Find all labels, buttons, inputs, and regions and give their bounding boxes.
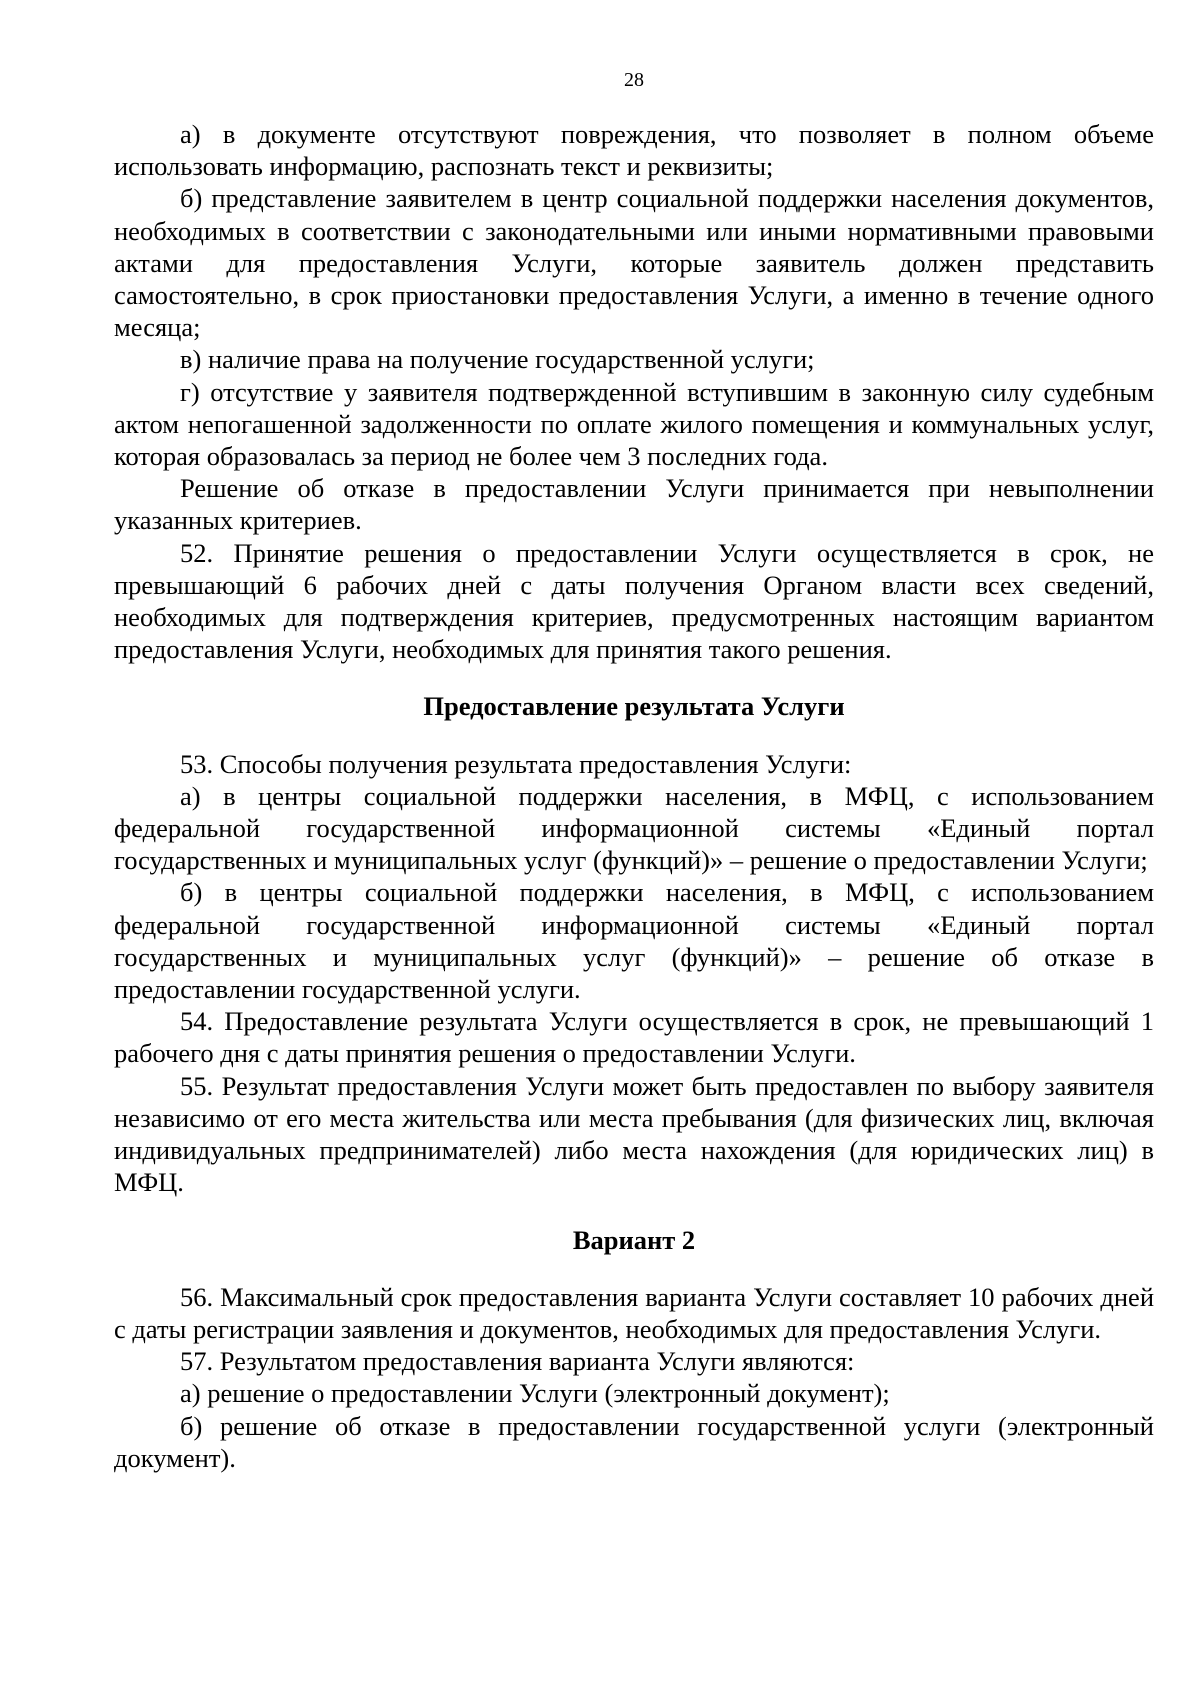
paragraph-57: 57. Результатом предоставления варианта Услуги являются: (180, 1346, 855, 1377)
paragraph-54: 54. Предоставление результата Услуги осуществляется в срок, не превышающий 1 рабочего дня с даты принятия решения о предоставлении Услуги. (114, 1006, 1154, 1069)
page-number: 28 (624, 69, 644, 91)
paragraph-item-v-right: в) наличие права на получение государственной услуги; (180, 344, 815, 375)
paragraph-refusal-decision: Решение об отказе в предоставлении Услуги принимается при невыполнении указанных критериев. (114, 473, 1154, 536)
document-body (114, 118, 1154, 1474)
paragraph-56: 56. Максимальный срок предоставления варианта Услуги составляет 10 рабочих дней с даты регистрации заявления и документов, необходимых для предоставления Услуги. (114, 1281, 1154, 1344)
paragraph-item-a-no-damage: а) в документе отсутствуют повреждения, что позволяет в полном объеме использовать информацию, распознать текст и реквизиты; (114, 119, 1154, 182)
paragraph-53: 53. Способы получения результата предоставления Услуги: (180, 748, 852, 779)
paragraph-57-a: а) решение о предоставлении Услуги (электронный документ); (180, 1378, 890, 1409)
paragraph-52: 52. Принятие решения о предоставлении Услуги осуществляется в срок, не превышающий 6 рабочих дней с даты получения Органом власти всех сведений, необходимых для подтверждения критериев, предусмотренных настоящим вариантом предоставления Услуги, необходимых для принятия такого решения. (114, 537, 1154, 665)
paragraph-57-b: б) решение об отказе в предоставлении государственной услуги (электронный документ). (114, 1410, 1154, 1473)
section-heading-result: Предоставление результата Услуги (423, 691, 845, 722)
paragraph-53-b: б) в центры социальной поддержки населения, в МФЦ, с использованием федеральной государственной информационной системы «Единый портал государственных и муниципальных услуг (функций)» – решение об отказе в предоставлении государственной услуги. (114, 877, 1154, 1005)
paragraph-53-a: а) в центры социальной поддержки населения, в МФЦ, с использованием федеральной государственной информационной системы «Единый портал государственных и муниципальных услуг (функций)» – решение о предоставлении Услуги; (114, 780, 1154, 876)
section-heading-variant-2: Вариант 2 (572, 1224, 696, 1255)
paragraph-55: 55. Результат предоставления Услуги может быть предоставлен по выбору заявителя независимо от его места жительства или места пребывания (для физических лиц, включая индивидуальных предпринимателей) либо места нахождения (для юридических лиц) в МФЦ. (114, 1070, 1154, 1198)
paragraph-item-g-no-debt: г) отсутствие у заявителя подтвержденной вступившим в законную силу судебным актом непогашенной задолженности по оплате жилого помещения и коммунальных услуг, которая образовалась за период не более чем 3 последних года. (114, 376, 1154, 472)
paragraph-item-b-documents: б) представление заявителем в центр социальной поддержки населения документов, необходимых в соответствии с законодательными или иными нормативными правовыми актами для предоставления Услуги, которые заявитель должен представить самостоятельно, в срок приостановки предоставления Услуги, а именно в течение одного месяца; (114, 183, 1154, 343)
